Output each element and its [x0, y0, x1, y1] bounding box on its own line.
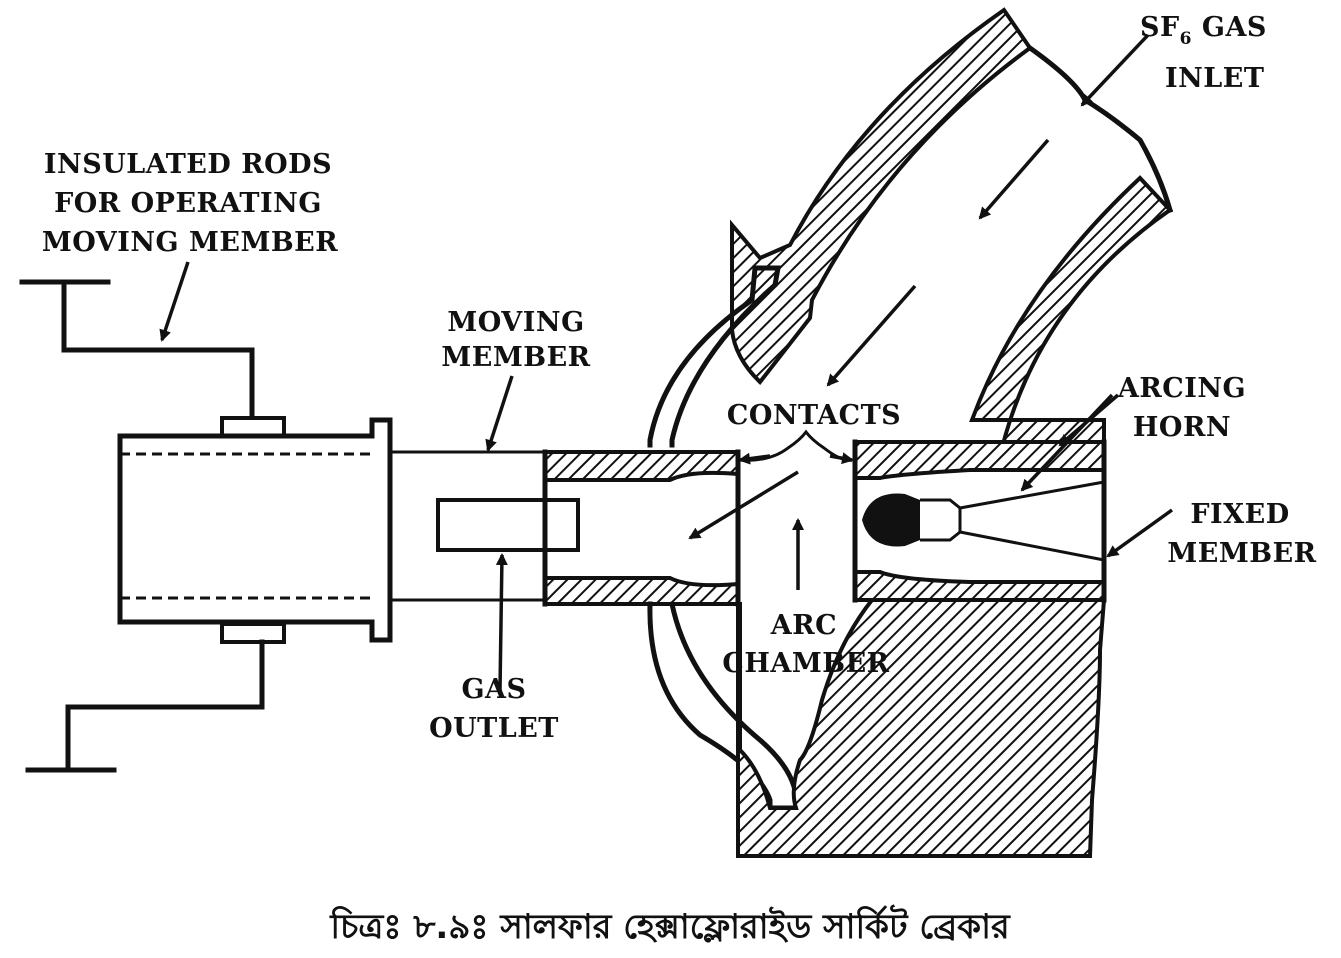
label-fixed-member: [1167, 499, 1316, 569]
svg-text:MEMBER: MEMBER: [441, 342, 591, 373]
figure-caption: চিত্রঃ ৮.৯ঃ সালফার হেক্সাফ্লোরাইড সার্কিট ব্রেকার: [330, 907, 1010, 947]
label-contacts: CONTACTS: [726, 400, 902, 431]
svg-text:CHAMBER: CHAMBER: [722, 648, 890, 679]
label-arcing-horn: [1117, 373, 1246, 443]
label-sf6-gas-inlet: [1140, 12, 1267, 94]
svg-text:MOVING MEMBER: MOVING MEMBER: [41, 227, 339, 258]
svg-text:HORN: HORN: [1132, 412, 1232, 443]
insulated-rod-bottom: [28, 624, 284, 770]
svg-text:ARCING: ARCING: [1117, 373, 1247, 404]
svg-text:OUTLET: OUTLET: [429, 713, 559, 744]
operating-cylinder: [120, 420, 390, 640]
svg-text:GAS: GAS: [461, 674, 527, 705]
svg-text:INSULATED RODS: INSULATED RODS: [43, 149, 333, 180]
arc-chamber-body: [650, 10, 1170, 856]
svg-text:FIXED: FIXED: [1190, 499, 1290, 530]
label-gas-outlet: [429, 674, 559, 744]
label-moving-member: [441, 307, 590, 373]
insulated-rod-top: [22, 282, 284, 436]
gas-outlet-slot: [438, 500, 578, 550]
svg-text:FOR OPERATING: FOR OPERATING: [54, 188, 322, 219]
label-insulated-rods: [42, 149, 338, 258]
svg-text:MOVING: MOVING: [447, 307, 585, 338]
svg-text:INLET: INLET: [1165, 63, 1265, 94]
moving-member: [390, 452, 738, 604]
svg-text:ARC: ARC: [770, 610, 838, 641]
svg-text:SF6 GAS: $SF_6$ GAS: [1140, 12, 1267, 49]
svg-text:MEMBER: MEMBER: [1167, 538, 1317, 569]
